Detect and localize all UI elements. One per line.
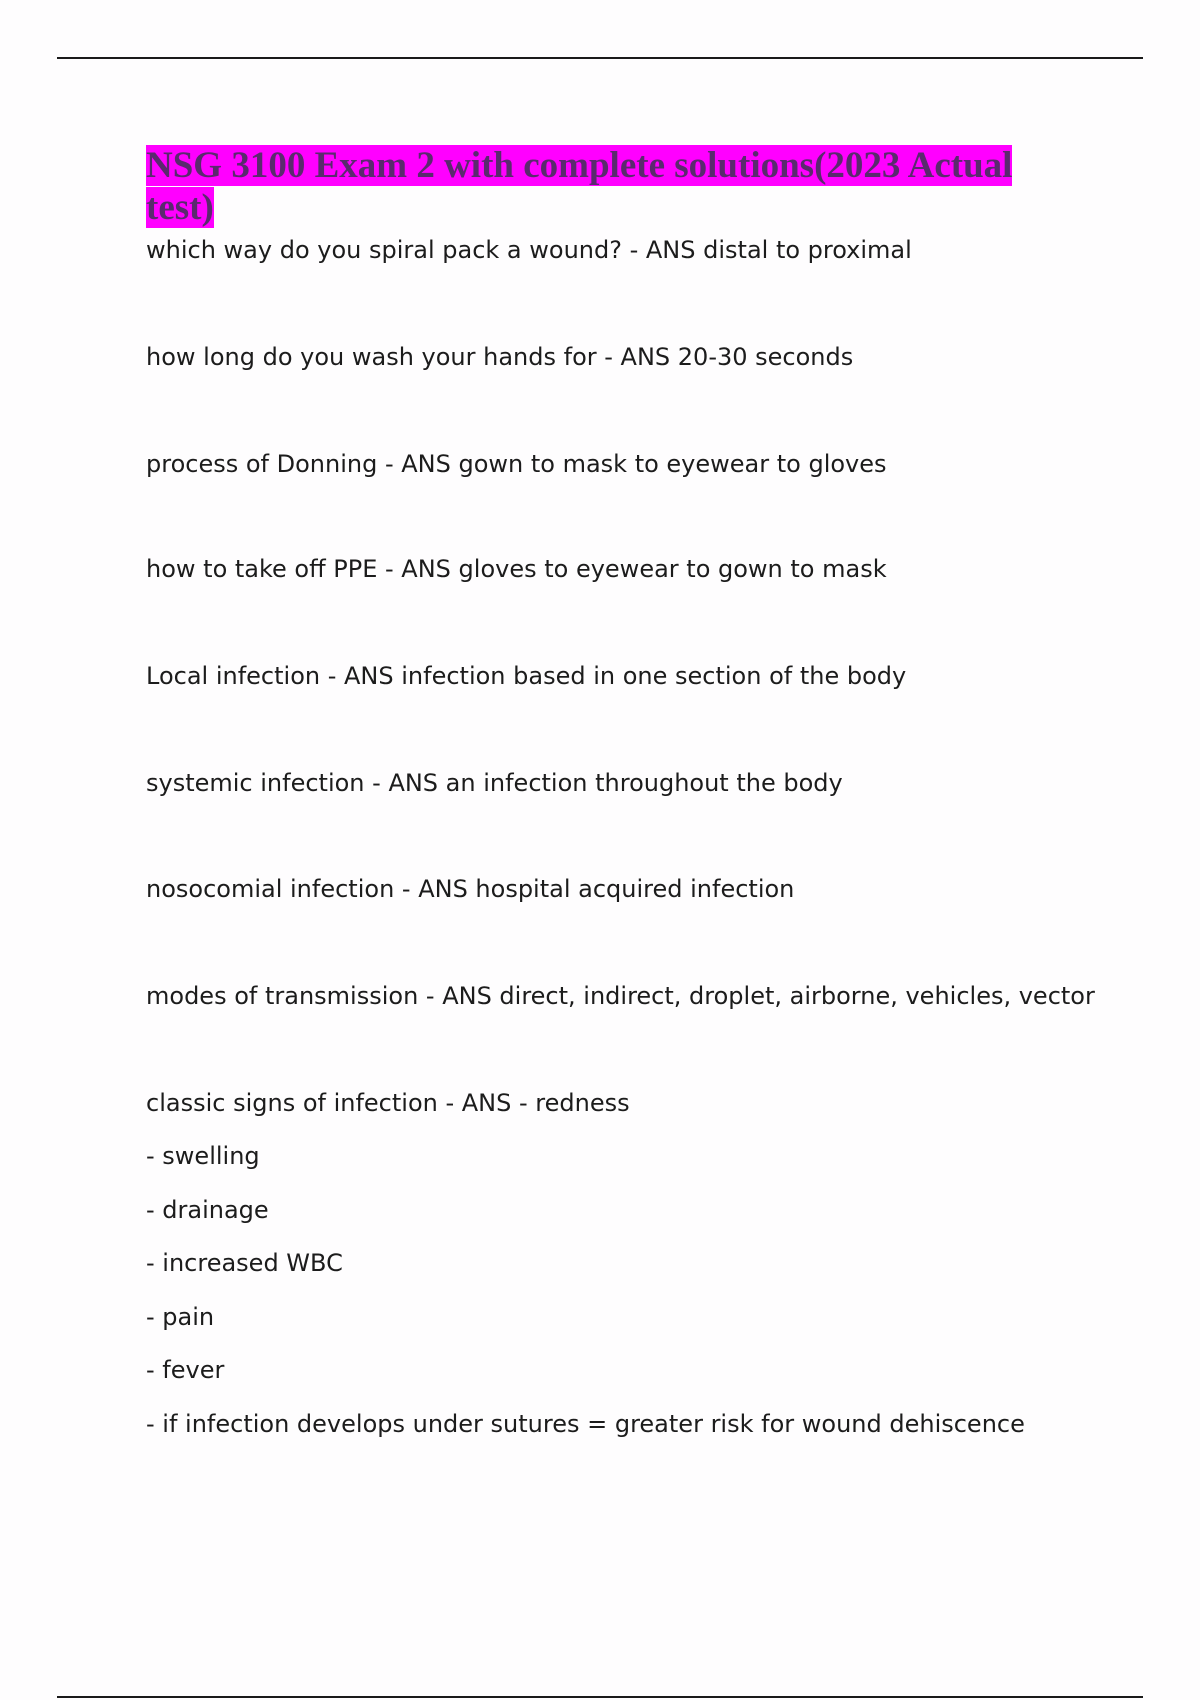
entry-nosocomial-infection: nosocomial infection - ANS hospital acquired infection [146,875,795,903]
entry-hand-wash: how long do you wash your hands for - ANS 20-30 seconds [146,343,854,371]
list-item: - pain [146,1303,215,1331]
entry-local-infection: Local infection - ANS infection based in one section of the body [146,662,907,690]
list-item: - drainage [146,1196,269,1224]
entry-doffing-ppe: how to take off PPE - ANS gloves to eyewear to gown to mask [146,555,887,583]
entry-spiral-pack: which way do you spiral pack a wound? - ANS distal to proximal [146,236,912,264]
entry-modes-of-transmission: modes of transmission - ANS direct, indirect, droplet, airborne, vehicles, vector [146,982,1095,1010]
entry-classic-signs: classic signs of infection - ANS - redness [146,1089,630,1117]
top-rule [57,57,1143,59]
list-item: - swelling [146,1142,260,1170]
entry-donning: process of Donning - ANS gown to mask to eyewear to gloves [146,450,887,478]
document-title: NSG 3100 Exam 2 with complete solutions(2023 Actual test) [146,145,1013,228]
list-item: - fever [146,1356,225,1384]
bottom-rule [57,1696,1143,1698]
entry-systemic-infection: systemic infection - ANS an infection throughout the body [146,769,843,797]
list-item: - increased WBC [146,1249,343,1277]
list-item: - if infection develops under sutures = greater risk for wound dehiscence [146,1410,1025,1438]
